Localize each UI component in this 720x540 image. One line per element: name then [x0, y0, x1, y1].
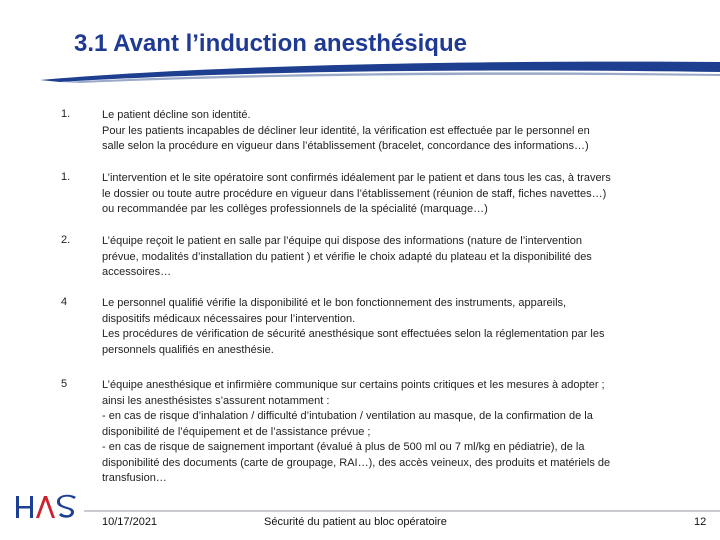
item-text — [102, 234, 662, 281]
footer-divider — [84, 510, 720, 512]
has-logo — [14, 492, 78, 524]
item-line: L’intervention et le site opératoire sont confirmés idéalement par le patient et dans tous les cas, à travers — [102, 172, 611, 184]
item-line: accessoires… — [102, 266, 172, 278]
item-line: dispositifs médicaux nécessaires pour l’intervention. — [102, 312, 356, 325]
item-line: L’équipe anesthésique et infirmière communique sur certains points critiques et les mesures à adopter ; — [102, 379, 605, 391]
item-line: Pour les patients incapables de décliner leur identité, la vérification est effectuée par le personnel en — [102, 124, 590, 137]
item-line: - en cas de risque d’inhalation / difficulté d’intubation / ventilation au masque, de la confirmation de la — [102, 410, 593, 422]
item-line: ainsi les anesthésistes s’assurent notamment : — [102, 394, 330, 407]
item-line: Les procédures de vérification de sécurité anesthésique sont effectuées selon la réglementation par les — [102, 328, 605, 340]
item-number: 2. — [61, 234, 71, 246]
footer-date: 10/17/2021 — [102, 516, 158, 528]
item-line: L’équipe reçoit le patient en salle par l’équipe qui dispose des informations (nature de l’intervention — [102, 235, 583, 247]
item-line: - en cas de risque de saignement important (évalué à plus de 500 ml ou 7 ml/kg en pédiatrie), de la — [102, 441, 585, 453]
item-text — [102, 296, 662, 358]
item-line: disponibilité des documents (carte de groupage, RAI…), des accès veineux, des produits et matériels de — [102, 456, 611, 469]
item-line: disponibilité de l’équipement et de l’assistance prévue ; — [102, 425, 371, 438]
slide-title: 3.1 Avant l’induction anesthésique — [74, 30, 467, 57]
item-text — [102, 171, 662, 218]
item-line: Le patient décline son identité. — [102, 109, 251, 121]
item-line: le dossier ou toute autre procédure en vigueur dans l’établissement (réunion de staff, fiches navettes…) — [102, 187, 607, 200]
item-text — [102, 378, 662, 487]
footer-title: Sécurité du patient au bloc opératoire — [264, 516, 447, 528]
item-number: 5 — [61, 378, 68, 390]
item-line: personnels qualifiés en anesthésie. — [102, 343, 274, 356]
item-line: ou recommandée par les collèges professionnels de la spécialité (marquage…) — [102, 203, 488, 215]
item-number: 1. — [61, 108, 71, 120]
item-number: 1. — [61, 171, 71, 183]
item-text — [102, 108, 662, 155]
item-line: transfusion… — [102, 472, 167, 484]
item-line: salle selon la procédure en vigueur dans l’établissement (bracelet, concordance des informations…) — [102, 140, 589, 152]
item-line: Le personnel qualifié vérifie la disponibilité et le bon fonctionnement des instruments, appareils, — [102, 297, 567, 309]
page-number: 12 — [694, 516, 707, 528]
item-line: prévue, modalités d’installation du patient ) et vérifie le choix adapté du plateau et la disponibilité des — [102, 250, 592, 263]
title-swoosh — [0, 58, 720, 94]
item-number: 4 — [61, 296, 68, 308]
